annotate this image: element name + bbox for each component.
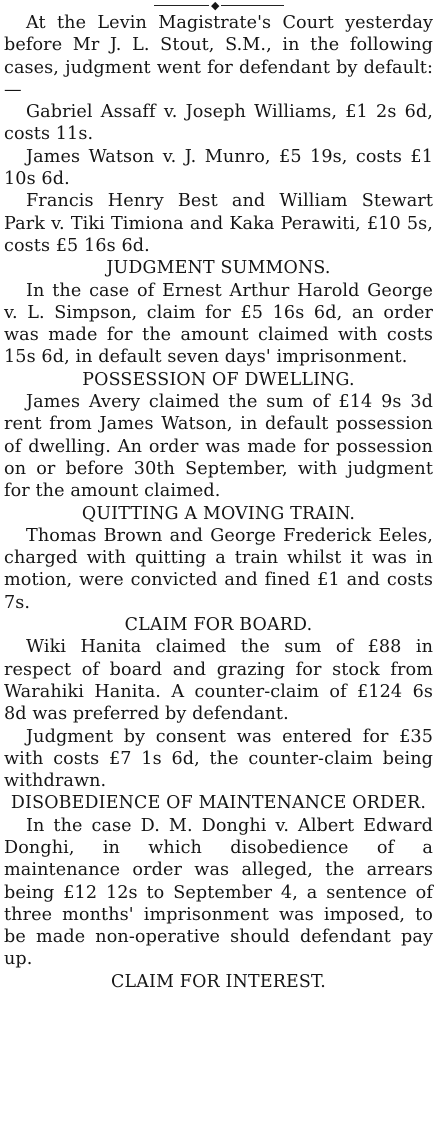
section-paragraph: In the case D. M. Donghi v. Albert Edward Donghi, in which disobedience of a maintenance order was alleged, the arrears being £12 12s to September 4, a sentence of three months' imprisonment was imposed, to be made non-operative should defendant pay up. [4, 815, 433, 970]
section-paragraph: Wiki Hanita claimed the sum of £88 in respect of board and grazing for stock from Warahiki Hanita. A counter-claim of £124 6s 8d was preferred by defendant. [4, 637, 433, 725]
case-paragraph: Francis Henry Best and William Stewart Park v. Tiki Timiona and Kaka Perawiti, £10 5s, costs £5 16s 6d. [4, 191, 433, 256]
section-paragraph: Thomas Brown and George Frederick Eeles, charged with quitting a train whilst it was in motion, were convicted and fined £1 and costs 7s. [4, 525, 433, 613]
case-paragraph: Gabriel Assaff v. Joseph Williams, £1 2s 6d, costs 11s. [4, 102, 433, 145]
intro-paragraph: At the Levin Magistrate's Court yesterday before Mr J. L. Stout, S.M., in the following cases, judgment went for defendant by default:— [4, 13, 433, 100]
section-heading: DISOBEDIENCE OF MAINTENANCE ORDER. [10, 793, 427, 814]
top-divider [4, 0, 433, 12]
section-heading: QUITTING A MOVING TRAIN. [81, 503, 356, 524]
section-paragraph: In the case of Ernest Arthur Harold George v. L. Simpson, claim for £5 16s 6d, an order was made for the amount claimed with costs 15s 6d, in default seven days' imprisonment. [4, 280, 433, 368]
section-paragraph: Judgment by consent was entered for £35 with costs £7 1s 6d, the counter-claim being withdrawn. [4, 726, 433, 792]
section-paragraph: James Avery claimed the sum of £14 9s 3d rent from James Watson, in default possession of dwelling. An order was made for possession on or before 30th September, with judgment for the amount claimed. [4, 392, 433, 502]
section-heading: JUDGMENT SUMMONS. [106, 258, 331, 279]
case-paragraph: James Watson v. J. Munro, £5 19s, costs £1 10s 6d. [4, 146, 433, 190]
section-heading: CLAIM FOR BOARD. [124, 615, 313, 636]
section-heading: POSSESSION OF DWELLING. [82, 369, 355, 390]
diamond-ornament-icon: ◆ [211, 0, 220, 12]
section-heading: CLAIM FOR INTEREST. [110, 971, 327, 992]
